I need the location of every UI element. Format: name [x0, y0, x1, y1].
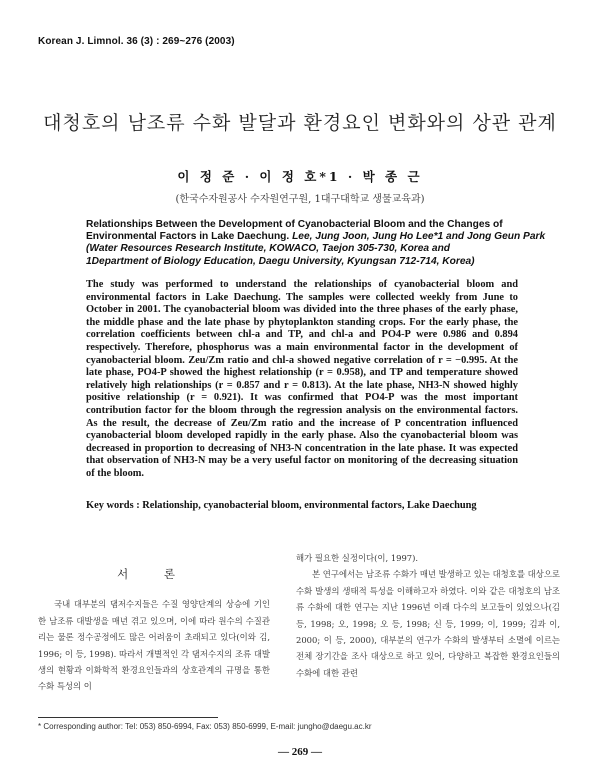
abstract: The study was performed to understand the relationships of cyanobacterial bloom and environmental factors in Lake Daechung. The samples were collected weekly from June to October in 2001. The cyanobacterial bloom was divided into the three phases of the early phase, the middle phase and the late phase by phytoplankton standing crops. For the early phase, the correlation coefficients between chl-a and TP, and chl-a and PO4-P were 0.986 and 0.894 respectively. Therefore, phosphorus was a main environmental factor in the development of cyanobacterial bloom. Zeu/Zm ratio and chl-a showed negative correlation of r = −0.995. At the late phase, PO4-P showed the highest relationship (r = 0.958), and TP and temperature showed relatively high relationships (r = 0.857 and r = 0.813). At the late phase, NH3-N showed highly positive relationship (r = 0.921). It was confirmed that PO4-P was the most important contribution factor for the bloom through the regression analysis on the environmental factors. As the result, the decrease of Zeu/Zm ratio and the increase of P concentration influenced cyanobacterial bloom developed rapidly in the early phase. Also the cyanobacterial bloom was decreased in proportion to decreasing of NH3-N concentration in the late phase. It was expected that observation of NH3-N may be a very useful factor on monitoring of the decreasing situation of the bloom.	[86, 279, 518, 479]
keywords-text: Relationship, cyanobacterial bloom, environmental factors, Lake Daechung	[142, 500, 477, 511]
section-heading-introduction: 서 론	[117, 567, 191, 581]
introduction-paragraph: 국내 대부분의 댐저수지들은 수질 영양단계의 상승에 기인한 남조류 대발생을 매년 겪고 있으며, 이에 따라 원수의 수질관리는 물론 정수공정에도 많은 어려움이 초래되고 있다(이와 김, 1996; 이 등, 1998). 따라서 개별적인 각 댐저수지의 조류 대발생의 현황과 이화학적 환경요인들과의 상호관계의 규명을 통한 수화 특성의 이	[38, 599, 270, 692]
left-column	[38, 560, 270, 695]
korean-title: 대청호의 남조류 수화 발달과 환경요인 변화와의 상관 관계	[43, 112, 557, 134]
english-affiliation: 1Department of Biology Education, Daegu University, Kyungsan 712-714, Korea)	[86, 255, 475, 267]
keywords-label: Key words :	[86, 500, 143, 511]
research-paragraph: 본 연구에서는 남조류 수화가 매년 발생하고 있는 대청호를 대상으로 수화 발생의 생태적 특성을 이해하고자 하였다. 이와 같은 대청호의 남조류 수화에 대한 연구는 지난 1996년 이래 다수의 보고들이 있었으나(김 등, 1998; 오, 1998; 오 등, 1998; 신 등, 1999; 이, 1999; 김과 이, 2000; 이 등, 2000), 대부분의 연구가 수화의 발생부터 소멸에 이르는 전체 장기간을 조사 대상으로 하고 있어, 다양하고 복잡한 환경요인들의 수화에 대한 관련	[296, 569, 560, 678]
english-header	[86, 219, 546, 268]
korean-authors: 이 정 준 · 이 정 호*1 · 박 종 근	[177, 169, 423, 184]
keywords	[86, 500, 518, 513]
footnote-divider	[38, 717, 218, 718]
right-column	[296, 550, 560, 681]
page-number: — 269 —	[278, 746, 322, 758]
korean-affiliation: (한국수자원공사 수자원연구원, 1대구대학교 생물교육과)	[175, 194, 425, 205]
corresponding-author-footnote: * Corresponding author: Tel: 053) 850-6994, Fax: 053) 850-6999, E-mail: jungho@daegu.ac.kr	[38, 722, 372, 731]
english-title: Relationships Between the Development of Cyanobacterial Bloom and the Changes of Environmental Factors in Lake Daechung.	[86, 219, 503, 243]
english-authors: Lee, Jung Joon, Jung Ho Lee*1 and Jong Geun Park (Water Resources Research Institute, KOWACO, Taejon 305-730, Korea and	[86, 231, 546, 255]
journal-citation: Korean J. Limnol. 36 (3) : 269~276 (2003)	[38, 36, 235, 47]
continued-paragraph: 해가 필요한 실정이다(이, 1997).	[296, 553, 419, 563]
